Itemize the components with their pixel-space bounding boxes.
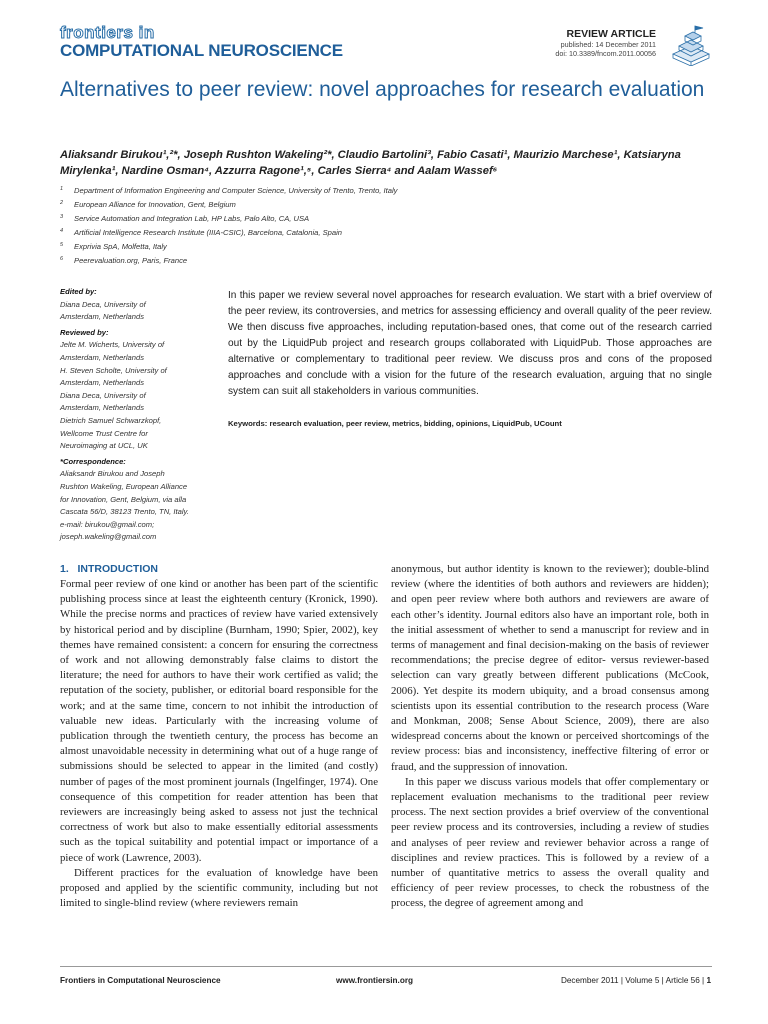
correspondence-label: *Correspondence: xyxy=(60,456,126,466)
affiliation-text: Artificial Intelligence Research Institute (IIIA-CSIC), Barcelona, Catalonia, Spain xyxy=(74,228,343,237)
footer-issue xyxy=(561,976,711,985)
brand-top: frontiers in xyxy=(60,23,155,42)
body-column-left xyxy=(60,562,378,911)
affiliation-item xyxy=(60,225,580,239)
abstract: In this paper we review several novel approaches for research evaluation. We start with a brief overview of the peer review, its controversies, and metrics for assessing efficiency and overall quality of the peer review. We then discuss five approaches, including reputation-based ones, that come out of the research carried out by the LiquidPub project and research groups collaborated with LiquidPub. Those approaches are alternative or complementary to traditional peer review. We discuss pros and cons of the proposed approaches and conclude with a vision for the future of the research evaluation, arguing that no single system can suit all stakeholders in various communities. xyxy=(228,290,712,397)
article-meta xyxy=(555,28,656,58)
keywords xyxy=(228,419,712,428)
editorial-sidebar xyxy=(60,284,220,544)
footer-website[interactable]: www.frontiersin.org xyxy=(336,976,414,985)
author-list: Aliaksandr Birukou¹,²*, Joseph Rushton Wakeling²*, Claudio Bartolini³, Fabio Casati¹, Maurizio Marchese¹, Katsiaryna Mirylenka¹, Nardine Osman⁴, Azzurra Ragone¹,⁵, Carles Sierra⁴ and Aalam Wassef⁶ xyxy=(60,149,681,177)
affiliation-text: Peerevaluation.org, Paris, France xyxy=(74,256,188,265)
reviewed-by: Jelte M. Wicherts, University of Amsterdam, Netherlands H. Steven Scholte, University of Amsterdam, Netherlands Diana Deca, University of Amsterdam, Netherlands Dietrich Samuel Schwarzkopf, Wellcome Trust Centre for Neuroimaging at UCL, UK xyxy=(60,340,167,451)
affiliation-item xyxy=(60,211,580,225)
affiliation-number: 1 xyxy=(60,186,64,192)
affiliation-text: Department of Information Engineering and Computer Science, University of Trento, Trento, Italy xyxy=(74,186,398,195)
footer-journal: Frontiers in Computational Neuroscience xyxy=(60,976,221,985)
affiliation-number: 6 xyxy=(60,256,64,262)
footer-divider xyxy=(60,966,712,967)
section-heading: 1. INTRODUCTION xyxy=(60,563,159,575)
stacked-cubes-logo-icon xyxy=(669,24,713,66)
journal-brand xyxy=(60,24,343,61)
article-title: Alternatives to peer review: novel approaches for research evaluation xyxy=(60,78,705,101)
body-paragraph: Formal peer review of one kind or another has been part of the scientific publishing process since at least the eighteenth century (Kronick, 1990). While the precise norms and practices of review have varied extensively by historical period and by discipline (Burnham, 1990; Spier, 2002), key themes have remained consistent: a concern for ensuring the correctness of work and not allowing demonstrably false claims to distort the literature; the need for authors to have their work certified as valid; the reputation of the society, publisher, or editorial board responsible for the work; and at the same time, concern to not inhibit the introduction of valuable new ideas. Particularly with the increasing volume of publication through the twentieth century, the process has become an almost unavoidable necessity in determining what out of a huge range of submissions should be selected to appear in the limited (and costly) number of pages of the most prominent journals (Ingelfinger, 1974). One consequence of this competition for reader attention has been that reviewers are increasingly being asked to assess not just the technical correctness of work but also to make essentially editorial assessments such as the topical suitability and potential impact or importance of a piece of work (Lawrence, 2003). xyxy=(60,578,378,864)
article-type: REVIEW ARTICLE xyxy=(566,28,656,40)
affiliation-text: Service Automation and Integration Lab, HP Labs, Palo Alto, CA, USA xyxy=(74,214,310,223)
body-paragraph: Different practices for the evaluation of knowledge have been proposed and applied by the scientific community, including but not limited to single-blind review (where reviewers remain xyxy=(60,866,378,910)
edited-by: Diana Deca, University of Amsterdam, Netherlands xyxy=(60,299,146,322)
reviewed-by-label: Reviewed by: xyxy=(60,327,109,337)
edited-by-label: Edited by: xyxy=(60,287,97,296)
affiliation-text: Exprivia SpA, Molfetta, Italy xyxy=(74,242,167,251)
correspondence: Aliaksandr Birukou and Joseph Rushton Wakeling, European Alliance for Innovation, Gent, Belgium, via alla Cascata 56/D, 38123 Trento, TN, Italy. e-mail: birukou@gmail.com; joseph.wakeling@gmail.com xyxy=(60,469,189,542)
affiliation-number: 3 xyxy=(60,214,64,220)
body-paragraph: In this paper we discuss various models that offer complementary or replacement evaluation mechanisms to the traditional peer review process. The next section provides a brief overview of the conventional peer review process and its controversies, including a review of studies and analyses of peer review and reviewer behavior across a range of disciplines and review practices. This is followed by a review of a number of quantitative metrics to assess the overall quality and efficiency of peer review processes, to check the robustness of the process, the degree of agreement among and xyxy=(391,775,709,910)
affiliation-number: 2 xyxy=(60,200,64,206)
doi[interactable]: doi: 10.3389/fncom.2011.00056 xyxy=(555,49,656,58)
affiliation-item xyxy=(60,253,580,267)
affiliation-number: 4 xyxy=(60,228,64,234)
page-number: 1 xyxy=(706,976,711,985)
affiliations xyxy=(60,183,580,267)
footer-issue-text: December 2011 | Volume 5 | Article 56 | xyxy=(560,976,705,985)
published-date: published: 14 December 2011 xyxy=(560,40,656,49)
affiliation-number: 5 xyxy=(60,242,64,248)
affiliation-item xyxy=(60,197,580,211)
keywords-list: research evaluation, peer review, metrics, bidding, opinions, LiquidPub, UCount xyxy=(269,419,562,428)
affiliation-item xyxy=(60,239,580,253)
affiliation-text: European Alliance for Innovation, Gent, Belgium xyxy=(74,200,236,209)
body-paragraph: anonymous, but author identity is known to the reviewer); double-blind review (where the identities of both authors and reviewers are hidden); and open peer review where both authors and reviewers are aware of each other’s identity. Journal editors also have an important role, both in the initial assessment of whether to send a manuscript for review and in terms of management and final decision-making on the basis of reviewer recommendations; the precise degree of editor- versus reviewer-based selection can vary greatly between different publications (McCook, 2006). Yet despite its modern ubiquity, and a broad consensus among scientists upon its essential contribution to the research process (Ware and Monkman, 2008; Sense About Science, 2009), there are also widespread concerns about the known or perceived shortcomings of the review process: bias and inconsistency, ineffective filtering of error or fraud, and the suppression of innovation. xyxy=(391,563,709,773)
affiliation-item xyxy=(60,183,580,197)
keywords-label: Keywords: xyxy=(228,419,268,428)
journal-name: COMPUTATIONAL NEUROSCIENCE xyxy=(60,41,343,60)
body-column-right xyxy=(391,562,709,912)
